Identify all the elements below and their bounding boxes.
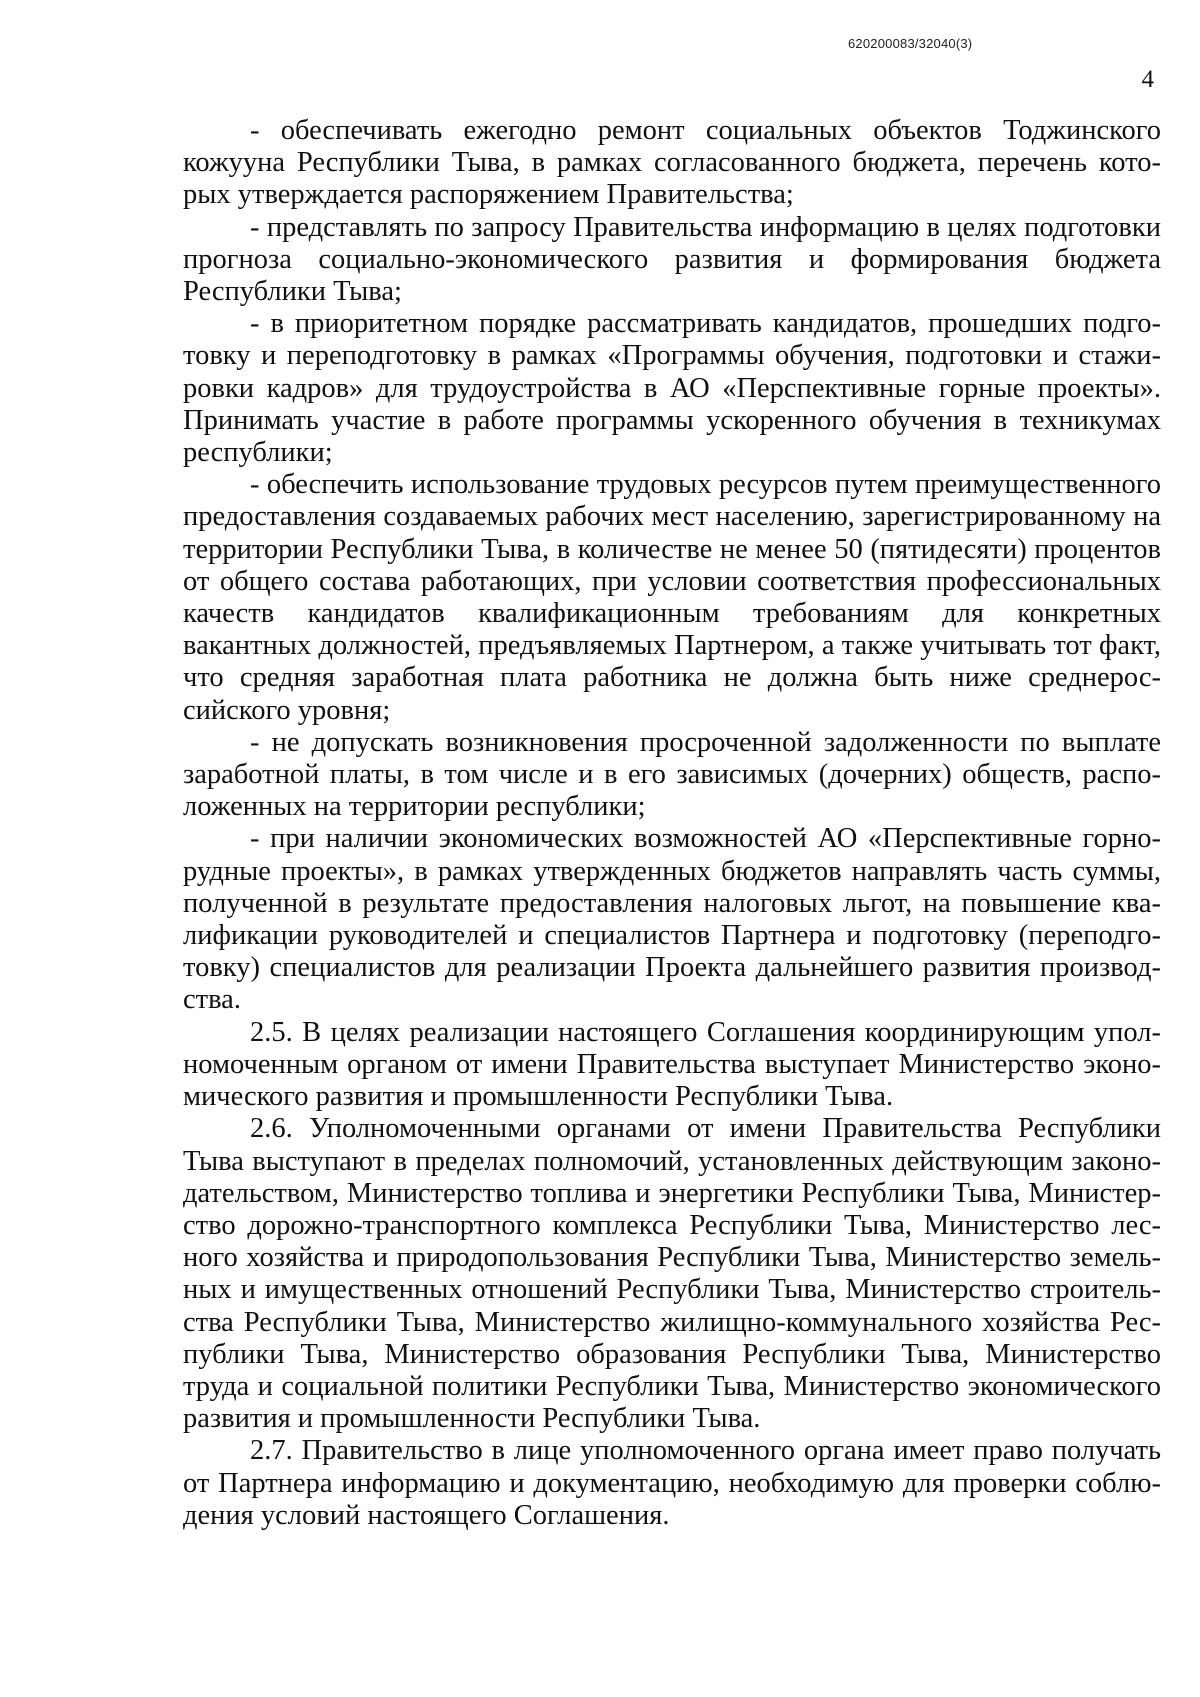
paragraph-priority-candidates: - в приоритетном порядке рассматривать кандидатов, прошедших подготовку и переподготовку в рамках «Программы обучения, подготовки и стажировки кадров» для трудоустройства в АО «Перспективные горные проекты». Принимать участие в работе программы ускоренного обучения в техникумах республики; [183,308,1161,469]
paragraph-repair-social-objects: - обеспечивать ежегодно ремонт социальных объектов Тоджинского кожууна Республики Тыва, в рамках согласованного бюджета, перечень которых утверждается распоряжением Правительства; [183,115,1161,211]
document-body [183,115,1161,1532]
paragraph-provide-information: - представлять по запросу Правительства информацию в целях подготовки прогноза социально-экономического развития и формирования бюджета Республики Тыва; [183,211,1161,308]
paragraph-wage-arrears: - не допускать возникновения просроченной задолженности по выплате заработной платы, в том числе и в его зависимых (дочерних) обществ, расположенных на территории республики; [183,726,1161,823]
paragraph-clause-2-5: 2.5. В целях реализации настоящего Соглашения координирующим уполномоченным органом от имени Правительства выступает Министерство экономического развития и промышленности Республики Тыва. [183,1016,1161,1113]
paragraph-clause-2-6: 2.6. Уполномоченными органами от имени Правительства Республики Тыва выступают в пределах полномочий, установленных действующим законодательством, Министерство топлива и энергетики Республики Тыва, Министерство дорожно-транспортного комплекса Республики Тыва, Министерство лесного хозяйства и природопользования Республики Тыва, Министерство земельных и имущественных отношений Республики Тыва, Министерство строительства Республики Тыва, Министерство жилищно-коммунального хозяйства Республики Тыва, Министерство образования Республики Тыва, Министерство труда и социальной политики Республики Тыва, Министерство экономического развития и промышленности Республики Тыва. [183,1113,1161,1435]
paragraph-clause-2-7: 2.7. Правительство в лице уполномоченного органа имеет право получать от Партнера информацию и документацию, необходимую для проверки соблюдения условий настоящего Соглашения. [183,1435,1161,1531]
page-number: 4 [1141,66,1154,93]
paragraph-labor-resources: - обеспечить использование трудовых ресурсов путем преимущественного предоставления создаваемых рабочих мест населению, зарегистрированному на территории Республики Тыва, в количестве не менее 50 (пятидесяти) процентов от общего состава работающих, при условии соответствия профессиональных качеств кандидатов квалификационным требованиям для конкретных вакантных должностей, предъявляемых Партнером, а также учитывать тот факт, что средняя заработная плата работника не должна быть ниже среднероссийского уровня; [183,469,1161,726]
paragraph-qualification-funding: - при наличии экономических возможностей АО «Перспективные горнорудные проекты», в рамках утвержденных бюджетов направлять часть суммы, полученной в результате предоставления налоговых льгот, на повышение квалификации руководителей и специалистов Партнера и подготовку (переподготовку) специалистов для реализации Проекта дальнейшего развития производства. [183,823,1161,1016]
document-id: 620200083/32040(3) [848,36,973,51]
